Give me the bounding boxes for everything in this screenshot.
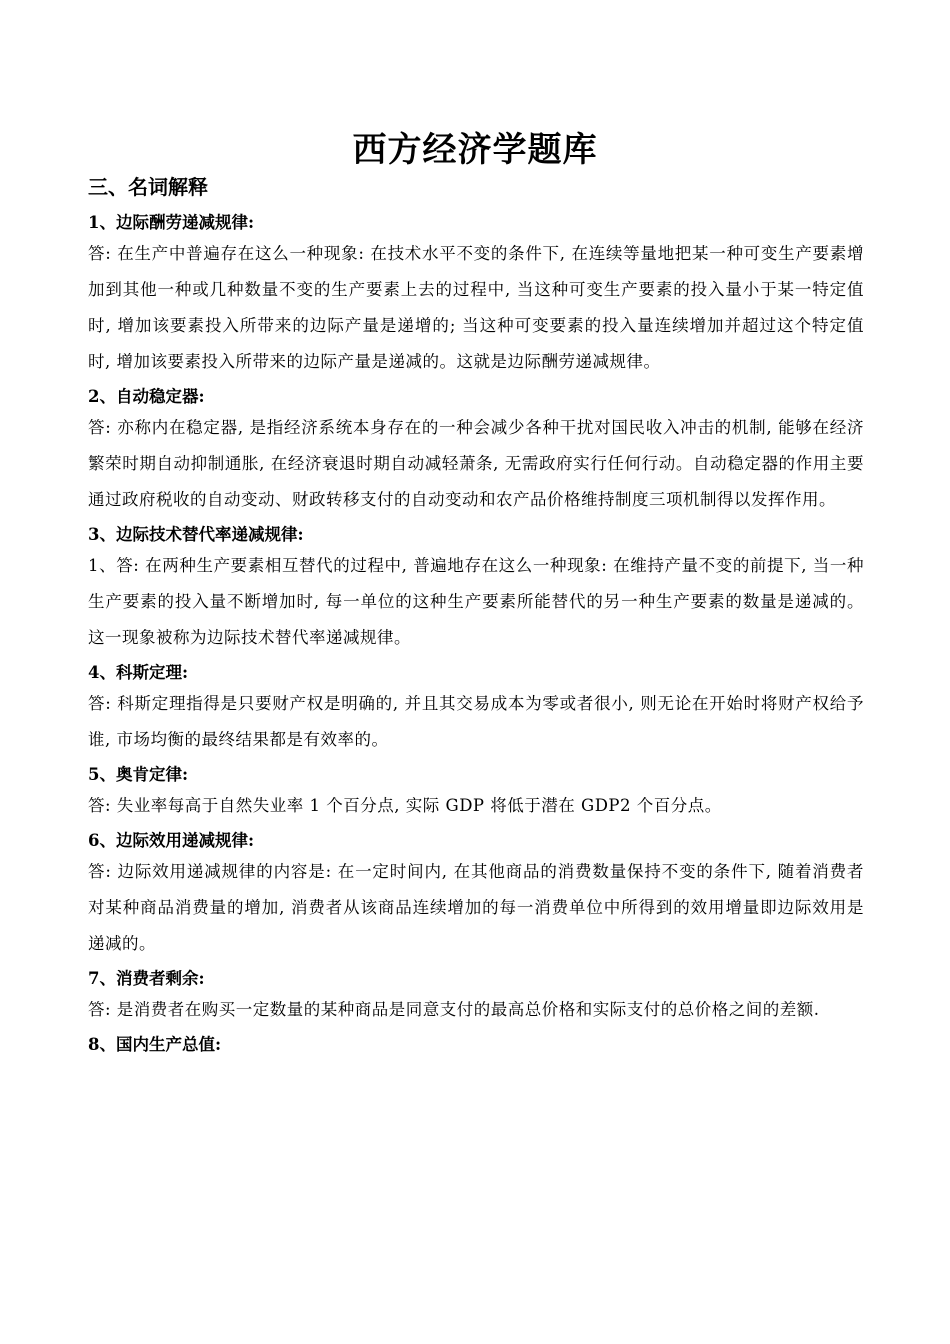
entry xyxy=(88,758,864,824)
entry-term: 7、消费者剩余: xyxy=(88,969,205,988)
entry-term: 3、边际技术替代率递减规律: xyxy=(88,525,304,544)
entries-list xyxy=(88,206,864,1058)
entry-term: 1、边际酬劳递减规律: xyxy=(88,213,255,232)
entry xyxy=(88,1028,864,1058)
entry-answer: 答: 失业率每高于自然失业率 1 个百分点, 实际 GDP 将低于潜在 GDP2 个百分点。 xyxy=(88,796,722,815)
entry xyxy=(88,518,864,656)
entry xyxy=(88,656,864,758)
entry-answer: 答: 科斯定理指得是只要财产权是明确的, 并且其交易成本为零或者很小, 则无论在开始时将财产权给予谁, 市场均衡的最终结果都是有效率的。 xyxy=(88,694,864,749)
entry-term: 2、自动稳定器: xyxy=(88,387,205,406)
section-heading: 三、名词解释 xyxy=(88,175,208,199)
entry-answer: 答: 在生产中普遍存在这么一种现象: 在技术水平不变的条件下, 在连续等量地把某一种可变生产要素增加到其他一种或几种数量不变的生产要素上去的过程中, 当这种可变生产要素的投入量小于某一特定值时, 增加该要素投入所带来的边际产量是递增的; 当这种可变要素的投入量连续增加并超过这个特定值时, 增加该要素投入所带来的边际产量是递减的。这就是边际酬劳递减规律。 xyxy=(88,244,864,371)
entry-term: 5、奥肯定律: xyxy=(88,765,189,784)
entry-term: 6、边际效用递减规律: xyxy=(88,831,255,850)
entry xyxy=(88,380,864,518)
entry-answer: 答: 亦称内在稳定器, 是指经济系统本身存在的一种会减少各种干扰对国民收入冲击的机制, 能够在经济繁荣时期自动抑制通胀, 在经济衰退时期自动减轻萧条, 无需政府实行任何行动。自动稳定器的作用主要通过政府税收的自动变动、财政转移支付的自动变动和农产品价格维持制度三项机制得以发挥作用。 xyxy=(88,418,864,509)
document-title: 西方经济学题库 xyxy=(352,130,598,170)
entry-term: 8、国内生产总值: xyxy=(88,1035,222,1054)
entry-answer: 答: 边际效用递减规律的内容是: 在一定时间内, 在其他商品的消费数量保持不变的条件下, 随着消费者对某种商品消费量的增加, 消费者从该商品连续增加的每一消费单位中所得到的效用增量即边际效用是递减的。 xyxy=(88,862,864,953)
entry-answer: 1、答: 在两种生产要素相互替代的过程中, 普遍地存在这么一种现象: 在维持产量不变的前提下, 当一种生产要素的投入量不断增加时, 每一单位的这种生产要素所能替代的另一种生产要素的数量是递减的。这一现象被称为边际技术替代率递减规律。 xyxy=(88,556,864,647)
entry-term: 4、科斯定理: xyxy=(88,663,189,682)
entry-answer: 答: 是消费者在购买一定数量的某种商品是同意支付的最高总价格和实际支付的总价格之间的差额. xyxy=(88,1000,820,1019)
entry xyxy=(88,962,864,1028)
entry xyxy=(88,824,864,962)
entry xyxy=(88,206,864,380)
